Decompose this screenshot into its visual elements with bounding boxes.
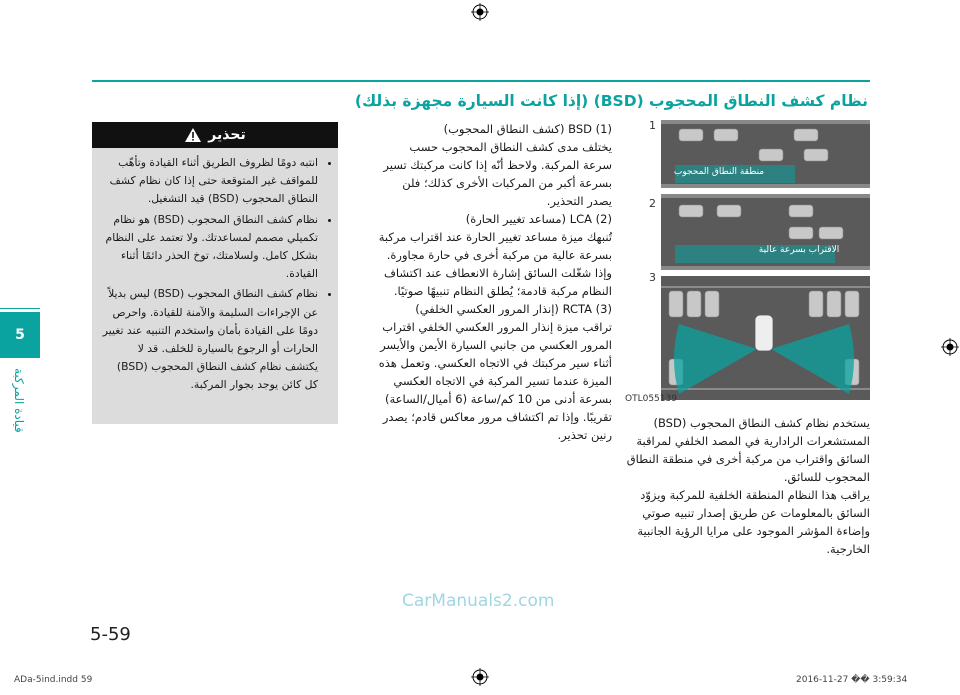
bsd-figure xyxy=(639,119,870,402)
header-rule xyxy=(92,80,870,82)
warning-item-3: • نظام كشف النطاق المحجوب (BSD) ليس بديلاً عن الإجراءات السليمة والآمنة للقيادة. واحرص دومًا على القيادة بأمان واستخدم التنبيه عند تغيير الحارات أو الرجوع بالسيارة للخلف. قد لا يكتشف نظام كشف النطاق المحجوب (BSD) كل كائن يوجد بجوار المركبة. xyxy=(102,285,318,394)
lca-description: تُنبهك ميزة مساعد تغيير الحارة عند اقتراب مركبة بسرعة عالية من مركبة أخرى في حارة مجاورة. وإذا شغّلت السائق إشارة الانعطاف عند اكتشاف النظام مركبة قادمة؛ يُطلق النظام تنبيهًا صوتيًا. xyxy=(378,230,612,298)
bsd-illustration xyxy=(639,119,870,402)
footer-file: ADa-5ind.indd 59 xyxy=(14,675,93,685)
chapter-label: قيادة المركبة xyxy=(12,367,26,433)
footer-timestamp: 2016-11-27 �� 3:59:34 xyxy=(796,675,908,685)
warning-triangle-icon xyxy=(184,127,202,143)
section-title: نظام كشف النطاق المحجوب (BSD) (إذا كانت السيارة مجهزة بذلك) xyxy=(354,92,868,110)
zone-label-approach: الاقتراب بسرعة عالية xyxy=(758,245,840,255)
warning-item-2: • نظام كشف النطاق المحجوب (BSD) هو نظام تكميلي مصمم لمساعدتك. ولا تعتمد على النظام بشكل كامل. ولسلامتك، توخ الحذر دائمًا أثناء القيادة. xyxy=(102,211,318,284)
chapter-tab xyxy=(0,312,40,358)
registration-mark-bottom xyxy=(471,668,489,686)
registration-mark-top xyxy=(471,3,489,21)
lca-heading: (2) LCA (مساعد تغيير الحارة) xyxy=(465,212,612,226)
warning-title: تحذير xyxy=(208,127,246,143)
figure-label-2: 2 xyxy=(649,197,656,210)
intro-paragraph-1: يستخدم نظام كشف النطاق المحجوب (BSD) المستشعرات الرادارية في المصد الخلفي لمراقبة السائق واقتراب من مركبة أخرى في منطقة النطاق المحجوب للسائق. xyxy=(626,416,870,484)
page-number: 5-59 xyxy=(90,624,131,645)
intro-paragraph-2: يراقب هذا النظام المنطقة الخلفية للمركبة ويزوّد السائق بالمعلومات عن طريق إصدار تنبيه صوتي وإضاءة المؤشر الموجود على مرايا الرؤية الجانبية الخارجية. xyxy=(637,488,870,556)
rcta-description: تراقب ميزة إنذار المرور العكسي الخلفي اقتراب المرور العكسي من جانبي السيارة الأيمن والأيسر أثناء سير مركبتك في الاتجاه العكسي. وتعمل هذه الميزة عندما تسير المركبة في الاتجاه العكسي بسرعة أدنى من 10 كم/ساعة (6 أميال/الساعة) تقريبًا. وإذا تم اكتشاف مرور معاكس قادم؛ يصدر رنين تحذير. xyxy=(378,320,612,442)
figure-label-3: 3 xyxy=(649,271,656,284)
feature-text-column xyxy=(378,120,612,444)
chapter-number: 5 xyxy=(15,327,25,343)
rcta-heading: (3) RCTA (إنذار المرور العكسي الخلفي) xyxy=(415,302,612,316)
watermark: CarManuals2.com xyxy=(402,591,555,611)
warning-item-1: • انتبه دومًا لظروف الطريق أثناء القيادة وتأهّب للمواقف غير المتوقعة حتى إذا كان نظام كشف النطاق المحجوب (BSD) قيد التشغيل. xyxy=(102,154,318,209)
registration-mark-right xyxy=(941,338,959,356)
bsd-description: يختلف مدى كشف النطاق المحجوب حسب سرعة المركبة. ولاحظ أنّه إذا كانت مركبتك تسير بسرعة أكبر من المركبات الأخرى كذلك؛ فلن يصدر التحذير. xyxy=(383,140,612,208)
warning-box xyxy=(92,122,338,424)
bsd-heading: (1) BSD (كشف النطاق المحجوب) xyxy=(443,122,612,136)
warning-body xyxy=(102,154,330,397)
zone-label-blind-spot: منطقة النطاق المحجوب xyxy=(673,167,765,177)
intro-text-column xyxy=(624,414,870,558)
warning-header xyxy=(92,122,338,148)
side-rule xyxy=(0,308,40,309)
figure-id: OTL055139 xyxy=(625,394,677,404)
figure-label-1: 1 xyxy=(649,119,656,132)
